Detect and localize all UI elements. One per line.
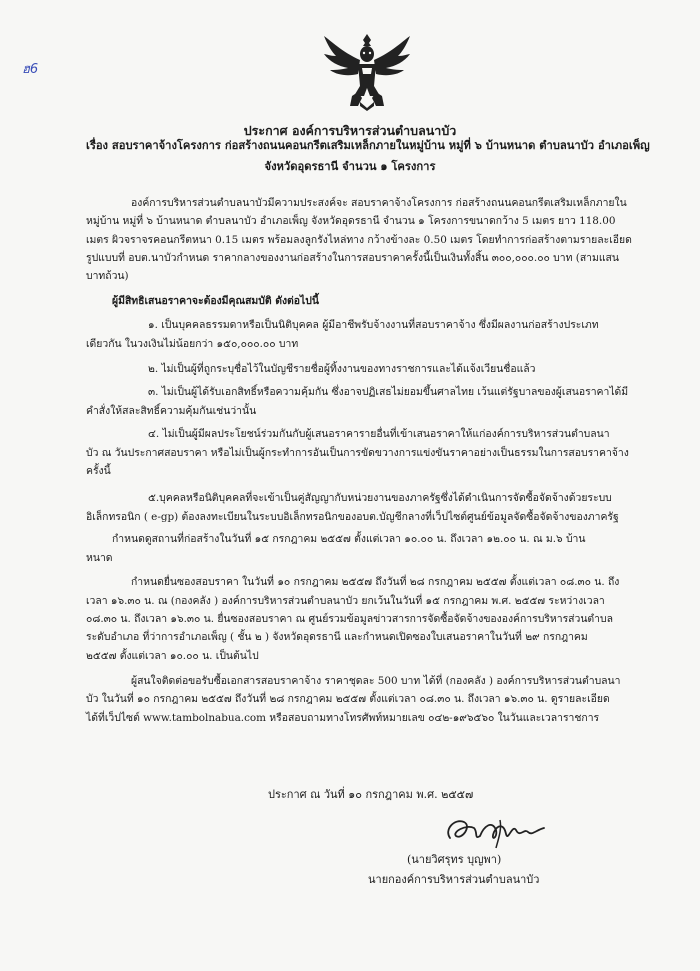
qualification-item-1-cont: เดียวกัน ในวงเงินไม่น้อยกว่า ๑๕๐,๐๐๐.๐๐ บาท	[86, 338, 299, 350]
submission-line: ๐๘.๓๐ น. ถึงเวลา ๑๖.๓๐ น. ยื่นซองสอบราคา ณ ศูนย์รวมข้อมูลข่าวสารการจัดซื้อจัดจ้างขององค์การบริหารส่วนตำบล	[86, 613, 613, 625]
qualification-item-2: ๒. ไม่เป็นผู้ที่ถูกระบุชื่อไว้ในบัญชีรายชื่อผู้ทิ้งงานของทางราชการและได้แจ้งเวียนชื่อแล้ว	[148, 363, 536, 375]
document-purchase-line: บัว ในวันที่ ๑๐ กรกฎาคม ๒๕๕๗ ถึงวันที่ ๒๘ กรกฎาคม ๒๕๕๗ ตั้งแต่เวลา ๐๘.๓๐ น. ถึงเวลา ๑๖.๓๐ น. ดูรายละเอียด	[86, 693, 610, 705]
submission-line: ๒๕๕๗ ตั้งแต่เวลา ๑๐.๐๐ น. เป็นต้นไป	[86, 650, 259, 662]
submission-line: เวลา ๑๖.๓๐ น. ณ (กองคลัง ) องค์การบริหารส่วนตำบลนาบัว ยกเว้นในวันที่ ๑๕ กรกฎาคม พ.ศ. ๒๕๕๗ ระหว่างเวลา	[86, 595, 605, 607]
body-paragraph-line: รูปแบบที่ อบต.นาบัวกำหนด ราคากลางของงานก่อสร้างในการสอบราคาครั้งนี้เป็นเงินทั้งสิ้น ๓๐๐,๐๐๐.๐๐ บาท (สามแสน	[86, 252, 619, 264]
site-visit-line: หนาด	[86, 552, 113, 564]
subject-line-2: จังหวัดอุดรธานี จำนวน ๑ โครงการ	[264, 159, 436, 173]
handwritten-signature	[440, 810, 550, 854]
body-paragraph-line: เมตร ผิวจราจรคอนกรีตหนา 0.15 เมตร พร้อมลงลูกรังไหล่ทาง กว้างข้างละ 0.50 เมตร โดยทำการก่อสร้างตามรายละเอียด	[86, 234, 632, 246]
qualification-item-3: ๓. ไม่เป็นผู้ได้รับเอกสิทธิ์หรือความคุ้มกัน ซึ่งอาจปฏิเสธไม่ยอมขึ้นศาลไทย เว้นแต่รัฐบาลของผู้เสนอราคาได้มี	[148, 386, 629, 398]
document-purchase-line: ได้ที่เว็ปไซต์ www.tambolnabua.com หรือสอบถามทางโทรศัพท์หมายเลข ๐๔๒-๑๙๖๕๖๐ ในวันและเวลาราชการ	[86, 712, 600, 724]
qualification-item-4-cont: ครั้งนี้	[86, 465, 111, 477]
garuda-emblem-icon	[322, 30, 412, 112]
body-paragraph-line: องค์การบริหารส่วนตำบลนาบัวมีความประสงค์จะ สอบราคาจ้างโครงการ ก่อสร้างถนนคอนกรีตเสริมเหล็กภายใน	[131, 197, 627, 209]
signer-name: (นายวิศรุทร บุญพา)	[407, 853, 502, 866]
submission-line: กำหนดยื่นซองสอบราคา ในวันที่ ๑๐ กรกฎาคม ๒๕๕๗ ถึงวันที่ ๒๘ กรกฎาคม ๒๕๕๗ ตั้งแต่เวลา ๐๘.๓๐ น. ถึง	[131, 576, 620, 588]
qualification-item-5-cont: อิเล็กทรอนิก ( e-gp) ต้องลงทะเบียนในระบบอิเล็กทรอนิกของอบต.บัญชีกลางที่เว็ปไซต์ศูนย์ข้อมูลจัดซื้อจัดจ้างของภาครัฐ	[86, 511, 619, 523]
margin-handwritten-note: ฮ6	[22, 62, 39, 77]
document-purchase-line: ผู้สนใจติดต่อขอรับซื้อเอกสารสอบราคาจ้าง ราคาชุดละ 500 บาท ได้ที่ (กองคลัง ) องค์การบริหารส่วนตำบลนา	[131, 675, 621, 687]
site-visit-line: กำหนดดูสถานที่ก่อสร้างในวันที่ ๑๕ กรกฎาคม ๒๕๕๗ ตั้งแต่เวลา ๑๐.๐๐ น. ถึงเวลา ๑๒.๐๐ น. ณ ม.๖ บ้าน	[112, 533, 586, 545]
signer-title: นายกองค์การบริหารส่วนตำบลนาบัว	[368, 873, 540, 886]
qualification-item-3-cont: คำสั่งให้สละสิทธิ์ความคุ้มกันเช่นว่านั้น	[86, 405, 257, 417]
qualification-item-4-cont: บัว ณ วันประกาศสอบราคา หรือไม่เป็นผู้กระทำการอันเป็นการขัดขวางการแข่งขันราคาอย่างเป็นธรรมในการสอบราคาจ้าง	[86, 447, 629, 459]
qualification-item-5: ๕.บุคคลหรือนิติบุคคลที่จะเข้าเป็นคู่สัญญากับหน่วยงานของภาครัฐซึ่งได้ดำเนินการจัดซื้อจัดจ้างด้วยระบบ	[148, 492, 612, 504]
qualification-item-4: ๔. ไม่เป็นผู้มีผลประโยชน์ร่วมกันกับผู้เสนอราคารายอื่นที่เข้าเสนอราคาให้แก่องค์การบริหารส่วนตำบลนา	[148, 428, 610, 440]
body-paragraph-line: บาทถ้วน)	[86, 270, 129, 282]
qualifications-heading: ผู้มีสิทธิเสนอราคาจะต้องมีคุณสมบัติ ดังต่อไปนี้	[112, 295, 319, 307]
body-paragraph-line: หมู่บ้าน หมู่ที่ ๖ บ้านหนาด ตำบลนาบัว อำเภอเพ็ญ จังหวัดอุดรธานี จำนวน ๑ โครงการขนาดกว้าง 5 เมตร ยาว 118.00	[86, 215, 616, 227]
subject-line-1: เรื่อง สอบราคาจ้างโครงการ ก่อสร้างถนนคอนกรีตเสริมเหล็กภายในหมู่บ้าน หมู่ที่ ๖ บ้านหนาด ตำบลนาบัว อำเภอเพ็ญ	[86, 138, 650, 152]
announcement-date: ประกาศ ณ วันที่ ๑๐ กรกฎาคม พ.ศ. ๒๕๕๗	[268, 788, 474, 801]
qualification-item-1: ๑. เป็นบุคคลธรรมดาหรือเป็นนิติบุคคล ผู้มีอาชีพรับจ้างงานที่สอบราคาจ้าง ซึ่งมีผลงานก่อสร้างประเภท	[148, 319, 599, 331]
announcement-org-title: ประกาศ องค์การบริหารส่วนตำบลนาบัว	[243, 123, 457, 138]
submission-line: ระดับอำเภอ ที่ว่าการอำเภอเพ็ญ ( ชั้น ๒ ) จังหวัดอุดรธานี และกำหนดเปิดซองใบเสนอราคาในวันที่ ๒๙ กรกฎาคม	[86, 631, 588, 643]
